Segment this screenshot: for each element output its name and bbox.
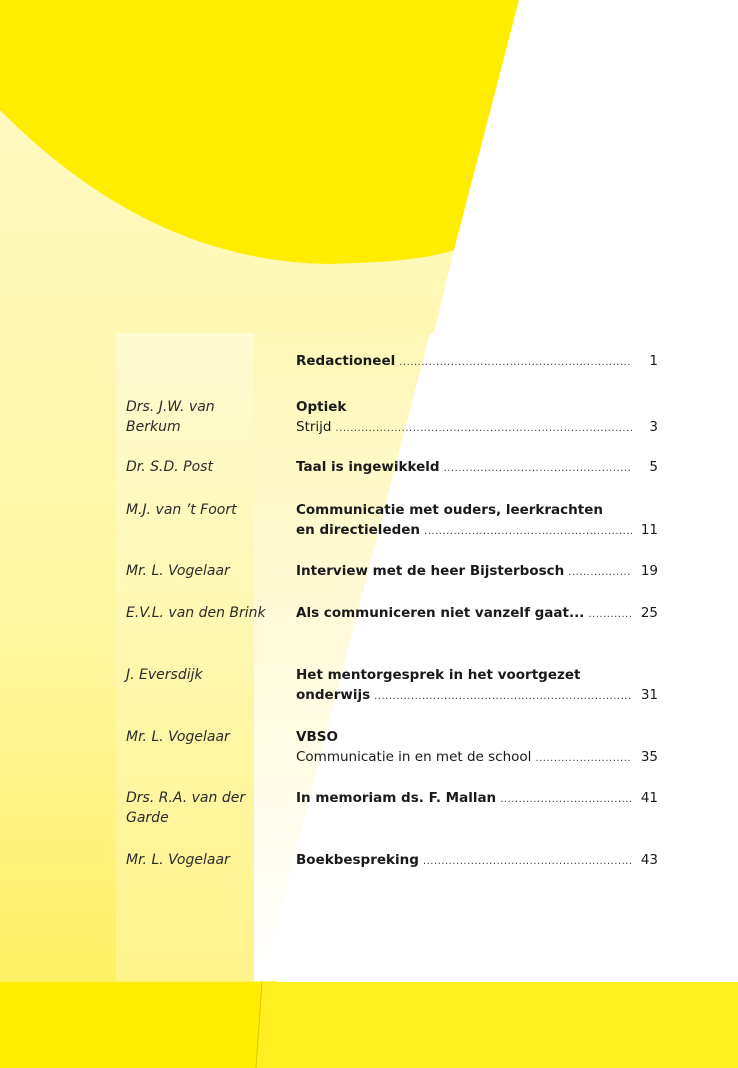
toc-entry-taal [296,457,658,479]
toc-page-number: 35 [640,749,658,765]
toc-title: en directieleden [296,522,421,538]
toc-entry-vbso [296,727,658,769]
toc-title: Interview met de heer Bijsterbosch [296,563,565,579]
leader-dots [500,790,632,810]
toc-author: J. Eversdijk [126,667,203,683]
toc-author: Mr. L. Vogelaar [126,729,230,745]
toc-section: VBSO [296,729,338,745]
leader-dots [444,459,632,479]
toc-author: Drs. J.W. van Berkum [126,399,215,435]
toc-author: Dr. S.D. Post [126,459,213,475]
toc-title: Boekbespreking [296,852,419,868]
leader-dots [568,563,632,583]
toc-entry-mentorgesprek [296,665,658,707]
leader-dots [535,749,632,769]
toc-title: Communicatie in en met de school [296,749,532,765]
toc-page-number: 25 [640,605,658,621]
toc-page-number: 11 [640,522,658,538]
toc-author: E.V.L. van den Brink [126,605,266,621]
toc-title-line1: Communicatie met ouders, leerkrachten [296,502,603,518]
toc-author: Mr. L. Vogelaar [126,563,230,579]
toc-entry-als-communiceren [296,603,658,625]
toc-entry-in-memoriam [296,788,658,810]
leader-dots [335,419,632,439]
leader-dots [588,605,632,625]
toc-page-number: 31 [640,687,658,703]
toc-entry-boekbespreking [296,850,658,872]
toc-page-number: 1 [649,353,658,369]
toc-page-number: 19 [640,563,658,579]
toc-author: Drs. R.A. van der Garde [126,790,246,826]
toc-author: Mr. L. Vogelaar [126,852,230,868]
leader-dots [374,687,632,707]
toc-title: onderwijs [296,687,371,703]
toc-title: In memoriam ds. F. Mallan [296,790,497,806]
toc-entry-redactioneel [296,351,658,373]
toc-title: Als communiceren niet vanzelf gaat... [296,605,585,621]
leader-dots [424,522,632,542]
toc-author: M.J. van ’t Foort [126,502,237,518]
toc-section: Optiek [296,399,347,415]
toc-title: Redactioneel [296,353,396,369]
toc-entry-optiek [296,397,658,439]
toc-page-number: 5 [649,459,658,475]
toc-entry-communicatie-ouders [296,500,658,542]
toc-title: Strijd [296,419,332,435]
toc-page-number: 3 [649,419,658,435]
toc-page-number: 41 [640,790,658,806]
leader-dots [423,852,632,872]
toc-entry-interview [296,561,658,583]
toc-title: Taal is ingewikkeld [296,459,440,475]
toc-page-number: 43 [640,852,658,868]
toc-title-line1: Het mentorgesprek in het voortgezet [296,667,581,683]
leader-dots [399,353,632,373]
